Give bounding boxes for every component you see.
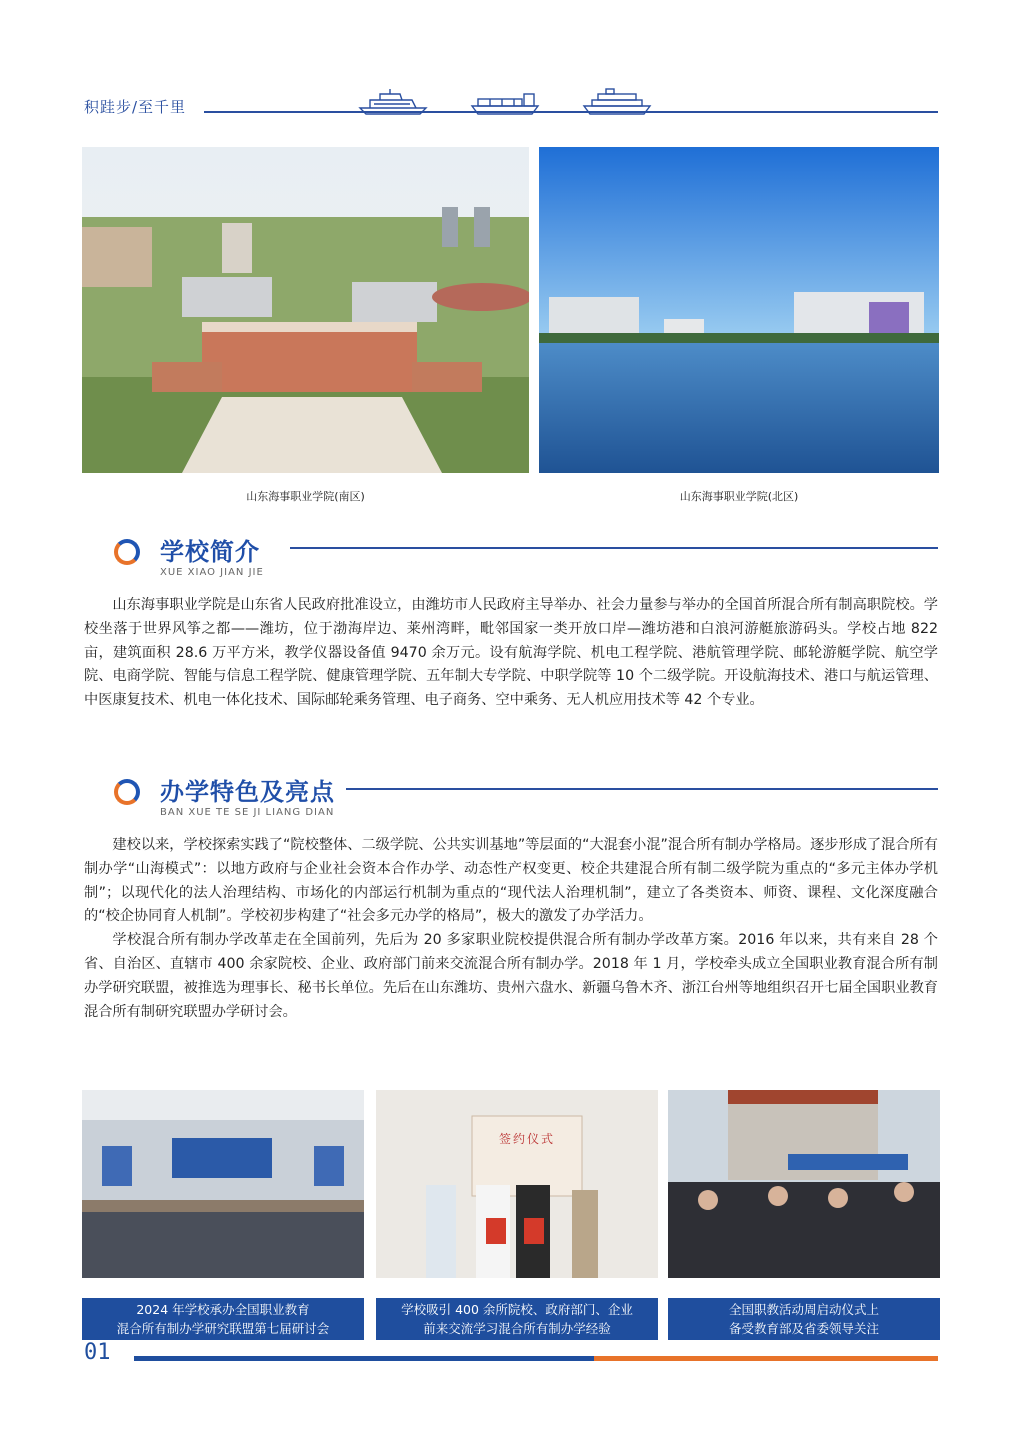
section-ring-icon	[114, 539, 140, 565]
section-ring-icon	[114, 779, 140, 805]
caption-line: 全国职教活动周启动仪式上	[728, 1302, 879, 1317]
features-paragraph-2: 学校混合所有制办学改革走在全国前列，先后为 20 多家职业院校提供混合所有制办学改革方案。2016 年以来，共有来自 28 个省、自治区、直辖市 400 余家院校、企业、政府部门前来交流混合所有制办学。2018 年 1 月，学校牵头成立全国职业教育混合所有制办学研究联盟，被推选为理事长、秘书长单位。先后在山东潍坊、贵州六盘水、新疆乌鲁木齐、浙江台州等地组织召开七届全国职业教育混合所有制研究联盟办学研讨会。	[84, 932, 938, 1020]
photo-conference	[82, 1090, 364, 1278]
signing-banner-text: 签约仪式	[498, 1132, 555, 1146]
header-slogan: 积跬步/至千里	[84, 98, 187, 116]
cruise-ship-icon	[582, 86, 652, 116]
features-paragraph-1: 建校以来，学校探索实践了“院校整体、二级学院、公共实训基地”等层面的“大混套小混”混合所有制办学格局。逐步形成了混合所有制办学“山海模式”：以地方政府与企业社会资本合作办学、动态性产权变更、校企共建混合所有制二级学院为重点的“多元主体办学机制”；以现代化的法人治理结构、市场化的内部运行机制为重点的“现代法人治理机制”，建立了各类资本、师资、课程、文化深度融合的“校企协同育人机制”。学校初步构建了“社会多元办学的格局”，极大的激发了办学活力。	[84, 837, 938, 925]
section-title-intro: 学校简介	[160, 538, 260, 566]
section-rule	[290, 547, 938, 549]
caption-line: 前来交流学习混合所有制办学经验	[423, 1321, 611, 1336]
footer-bar-blue	[134, 1356, 594, 1361]
photo-signing-ceremony	[376, 1090, 658, 1278]
caption-line: 学校吸引 400 余所院校、政府部门、企业	[401, 1302, 633, 1317]
footer-bar-orange	[594, 1356, 938, 1361]
caption-vocational-week	[668, 1298, 940, 1340]
caption-south-campus: 山东海事职业学院(南区)	[246, 490, 365, 503]
ferry-ship-icon	[356, 86, 430, 116]
photo-north-campus	[539, 147, 939, 473]
intro-paragraph: 山东海事职业学院是山东省人民政府批准设立，由潍坊市人民政府主导举办、社会力量参与举办的全国首所混合所有制高职院校。学校坐落于世界风筝之都——潍坊，位于渤海岸边、莱州湾畔，毗邻国家一类开放口岸—潍坊港和白浪河游艇旅游码头。学校占地 822 亩，建筑面积 28.6 万平方米，教学仪器设备值 9470 余万元。设有航海学院、机电工程学院、港航管理学院、邮轮游艇学院、航空学院、电商学院、智能与信息工程学院、健康管理学院、五年制大专学院、中职学院等 10 个二级学院。开设航海技术、港口与航运管理、中医康复技术、机电一体化技术、国际邮轮乘务管理、电子商务、空中乘务、无人机应用技术等 42 个专业。	[84, 597, 938, 709]
section-subtitle-features: BAN XUE TE SE JI LIANG DIAN	[160, 807, 335, 818]
intro-text	[84, 594, 938, 713]
caption-line: 2024 年学校承办全国职业教育	[136, 1302, 310, 1317]
section-title-features: 办学特色及亮点	[160, 778, 335, 806]
features-text	[84, 834, 938, 1024]
caption-conference	[82, 1298, 364, 1340]
caption-line: 备受教育部及省委领导关注	[728, 1321, 879, 1336]
photo-vocational-week	[668, 1090, 940, 1278]
cargo-ship-icon	[470, 86, 540, 116]
caption-north-campus: 山东海事职业学院(北区)	[679, 490, 799, 503]
header-rule	[204, 111, 938, 113]
page-number: 01	[84, 1340, 111, 1365]
section-subtitle-intro: XUE XIAO JIAN JIE	[160, 567, 264, 578]
section-rule	[346, 788, 938, 790]
caption-line: 混合所有制办学研究联盟第七届研讨会	[116, 1321, 330, 1336]
photo-south-campus	[82, 147, 529, 473]
caption-signing	[376, 1298, 658, 1340]
